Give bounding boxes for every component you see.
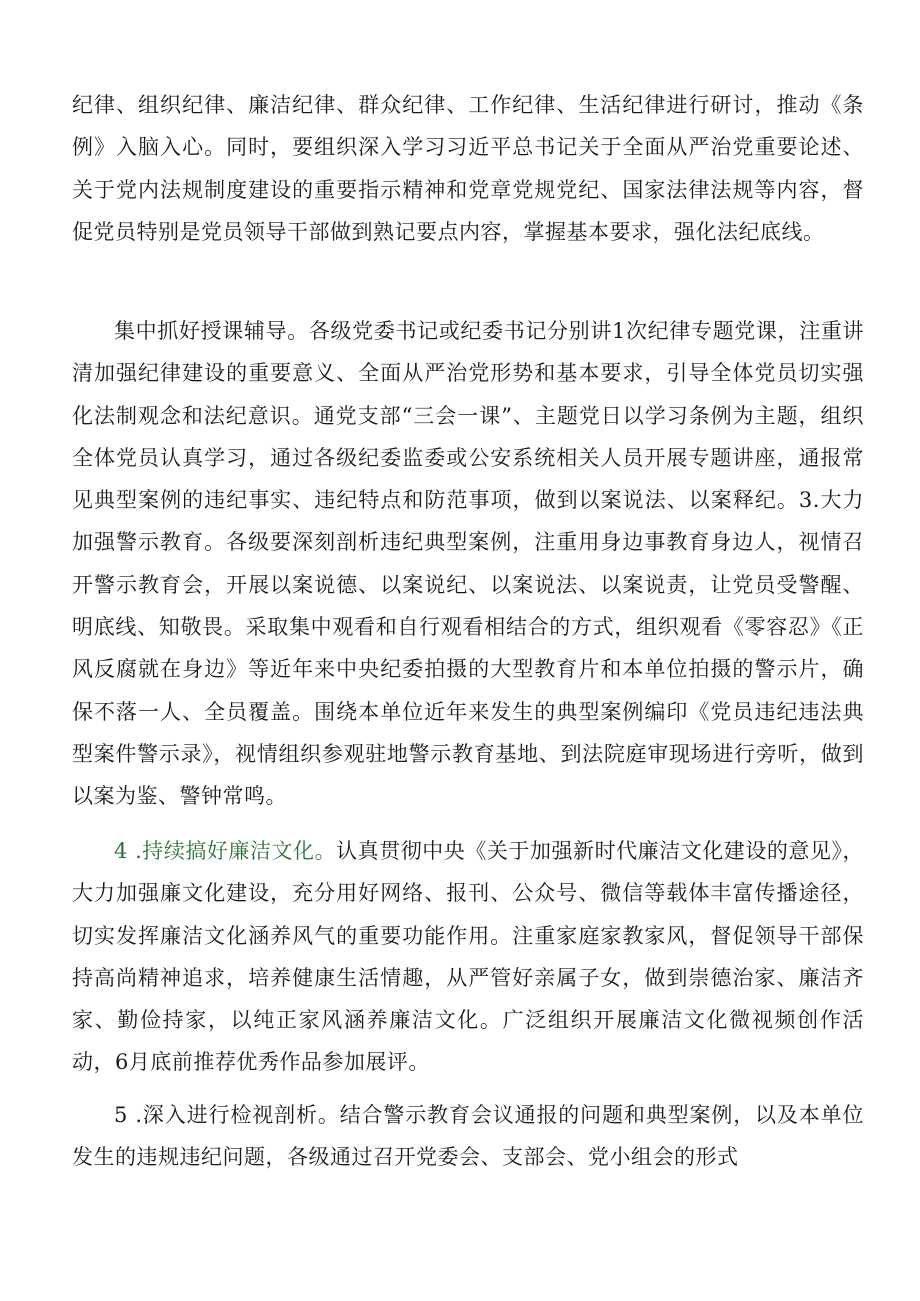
paragraph-teaching-guidance <box>72 310 864 818</box>
section-heading: 4 .持续搞好廉洁文化。 <box>114 839 337 863</box>
paragraph-text: 纪律、组织纪律、廉洁纪律、群众纪律、工作纪律、生活纪律进行研讨，推动《条例》入脑入心。同时，要组织深入学习习近平总书记关于全面从严治党重要论述、关于党内法规制度建设的重要指示精神和党章党规党纪、国家法律法规等内容，督促党员特别是党员领导干部做到熟记要点内容，掌握基本要求，强化法纪底线。 <box>72 93 864 244</box>
paragraph-text: 结合警示教育会议通报的问题和典型案例，以及本单位发生的违规违纪问题，各级通过召开党委会、支部会、党小组会的形式 <box>72 1103 864 1170</box>
section-heading: 5 .深入进行检视剖析。 <box>114 1103 340 1127</box>
paragraph-integrity-culture <box>72 830 864 1084</box>
paragraph-text: 集中抓好授课辅导。各级党委书记或纪委书记分别讲1次纪律专题党课，注重讲清加强纪律建设的重要意义、全面从严治党形势和基本要求，引导全体党员切实强化法制观念和法纪意识。通党支部“三会一课”、主题党日以学习条例为主题，组织全体党员认真学习，通过各级纪委监委或公安系统相关人员开展专题讲座，通报常见典型案例的违纪事实、违纪特点和防范事项，做到以案说法、以案释纪。3.大力加强警示教育。各级要深刻剖析违纪典型案例，注重用身边事教育身边人，视情召开警示教育会，开展以案说德、以案说纪、以案说法、以案说责，让党员受警醒、明底线、知敬畏。采取集中观看和自行观看相结合的方式，组织观看《零容忍》《正风反腐就在身边》等近年来中央纪委拍摄的大型教育片和本单位拍摄的警示片，确保不落一人、全员覆盖。围绕本单位近年来发生的典型案例编印《党员违纪违法典型案件警示录》，视情组织参观驻地警示教育基地、到法院庭审现场进行旁听，做到以案为鉴、警钟常鸣。 <box>72 319 864 809</box>
paragraph-text: 认真贯彻中央《关于加强新时代廉洁文化建设的意见》，大力加强廉文化建设，充分用好网络、报刊、公众号、微信等载体丰富传播途径，切实发挥廉洁文化涵养风气的重要功能作用。注重家庭家教家风，督促领导干部保持高尚精神追求，培养健康生活情趣，从严管好亲属子女，做到崇德治家、廉洁齐家、勤俭持家，以纯正家风涵养廉洁文化。广泛组织开展廉洁文化微视频创作活动，6月底前推荐优秀作品参加展评。 <box>72 839 865 1075</box>
paragraph-continuation <box>72 84 864 253</box>
paragraph-self-examination <box>72 1094 864 1179</box>
